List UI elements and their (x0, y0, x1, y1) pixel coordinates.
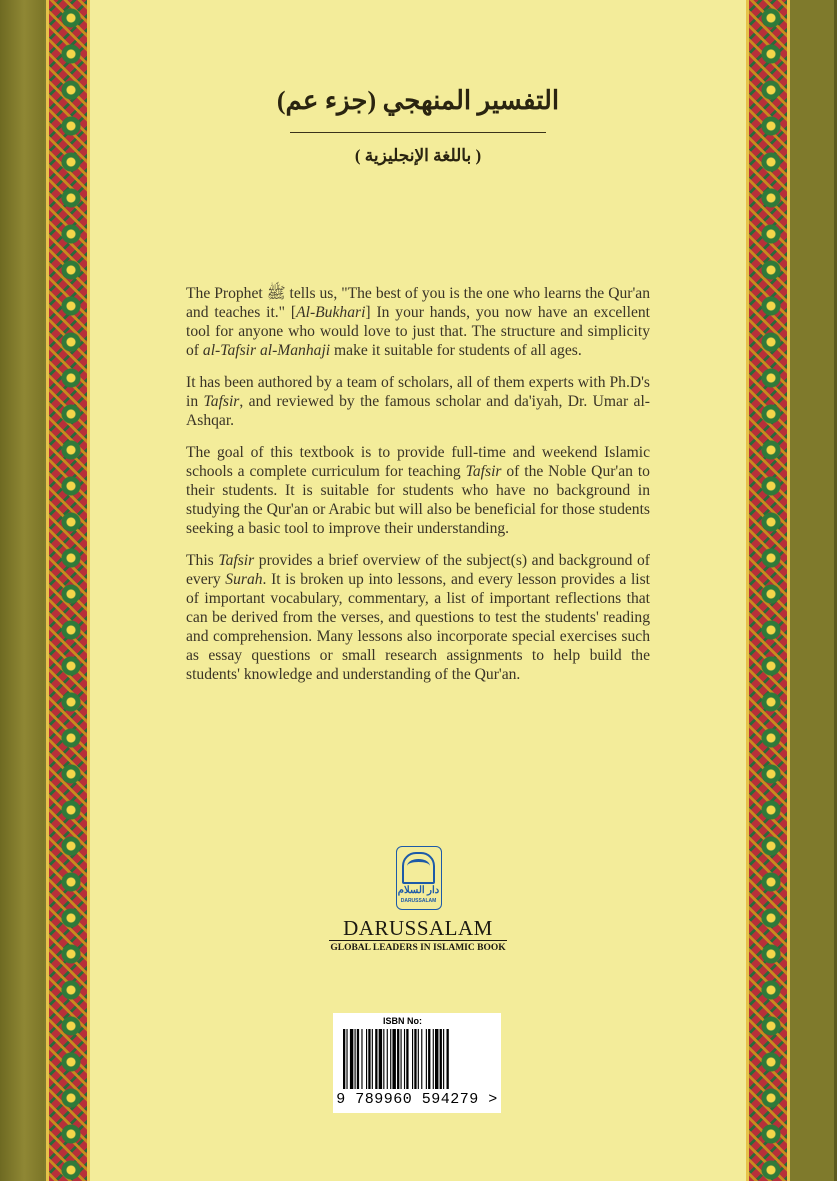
barcode-bar (414, 1029, 416, 1089)
blurb-text (186, 284, 650, 697)
blurb-run: . It is broken up into lessons, and every lesson provides a list of important vocabulary, commentary, a list of important reflections that can be derived from the verses, and questions to test the students' reading and comprehension. Many lessons also incorporate special exercises such as essay questions or small research assignments to help build the students' knowledge and understanding of the Qur'an. (186, 571, 651, 683)
barcode-bar (368, 1029, 370, 1089)
blurb-paragraph (186, 284, 650, 360)
blurb-italic-run: Surah (225, 571, 263, 588)
blurb-italic-run: Tafsir (218, 552, 255, 569)
blurb-run: The Prophet ﷺ tells us, "The best of you is the one who learns the Qur'an and teaches it." [ (186, 285, 650, 321)
barcode-bar (357, 1029, 359, 1089)
blurb-run: It has been authored by a team of scholars, all of them experts with Ph.D's in (186, 374, 650, 410)
blurb-paragraph (186, 551, 650, 684)
publisher-logo (396, 846, 442, 910)
blurb-italic-run: Tafsir (203, 393, 240, 410)
barcode-bar (372, 1029, 373, 1089)
blurb-run: of the Noble Qur'an to their students. It is suitable for students who have no background in studying the Qur'an or Arabic but will also be beneficial for those students seeking a basic tool to improve their understanding. (186, 463, 650, 537)
isbn-digits: 9 789960 594279 > (336, 1091, 498, 1108)
blurb-run: ] In your hands, you now have an excellent tool for anyone who would love to just that. The structure and simplicity of (186, 304, 650, 359)
blurb-run: make it suitable for students of all ages. (330, 342, 582, 359)
blurb-run: , and reviewed by the famous scholar and da'iyah, Dr. Umar al-Ashqar. (186, 393, 650, 429)
barcode-bar (428, 1029, 430, 1089)
barcode-bar (397, 1029, 399, 1089)
blurb-run: provides a brief overview of the subject(s) and background of every (186, 552, 650, 588)
barcode-bar (375, 1029, 377, 1089)
barcode-bar (350, 1029, 353, 1089)
barcode-bar (426, 1029, 427, 1089)
blurb-paragraph (186, 443, 650, 538)
barcode-bar (404, 1029, 405, 1089)
title-rule (290, 132, 546, 133)
publisher-name: DARUSSALAM (343, 916, 493, 940)
arabic-title: التفسير المنهجي (جزء عم) (276, 86, 560, 115)
book-spine (0, 0, 44, 1181)
barcode-bar (392, 1029, 395, 1089)
barcode-bar (346, 1029, 347, 1089)
cover-panel (90, 0, 746, 1181)
logo-book-icon (407, 859, 430, 873)
arabic-subtitle: ( باللغة الإنجليزية ) (354, 146, 482, 165)
isbn-barcode-card (333, 1013, 501, 1113)
ornamental-border-left (46, 0, 90, 1181)
barcode-bar (390, 1029, 391, 1089)
blurb-italic-run: Tafsir (465, 463, 502, 480)
barcode-bar (355, 1029, 356, 1089)
barcode-bar (366, 1029, 367, 1089)
blurb-italic-run: al-Tafsir al-Manhaji (202, 342, 331, 359)
barcode-bar (443, 1029, 444, 1089)
barcode-bar (387, 1029, 388, 1089)
barcode-bar (447, 1029, 449, 1089)
publisher-rule (329, 940, 507, 941)
barcode-bar (435, 1029, 438, 1089)
barcode-bar (418, 1029, 419, 1089)
publisher-tagline: GLOBAL LEADERS IN ISLAMIC BOOK (330, 943, 506, 953)
barcode-bar (343, 1029, 345, 1089)
barcode-bar (406, 1029, 408, 1089)
barcode-bar (401, 1029, 402, 1089)
blurb-run: This (186, 552, 219, 569)
barcode-bar (433, 1029, 434, 1089)
ornamental-border-right (746, 0, 790, 1181)
blurb-paragraph (186, 373, 650, 430)
isbn-label: ISBN No: (383, 1016, 422, 1026)
logo-english-text: DARUSSALAM (400, 898, 437, 904)
barcode-bar (383, 1029, 384, 1089)
blurb-italic-run: Al-Bukhari (296, 304, 366, 321)
barcode-bar (440, 1029, 442, 1089)
blurb-run: The goal of this textbook is to provide full-time and weekend Islamic schools a complete curriculum for teaching (186, 444, 650, 480)
barcode-bar (361, 1029, 362, 1089)
logo-arabic-text: دار السلام (397, 885, 440, 896)
barcode-icon (343, 1029, 491, 1093)
barcode-bar (421, 1029, 422, 1089)
barcode-bar (379, 1029, 382, 1089)
barcode-bar (412, 1029, 413, 1089)
